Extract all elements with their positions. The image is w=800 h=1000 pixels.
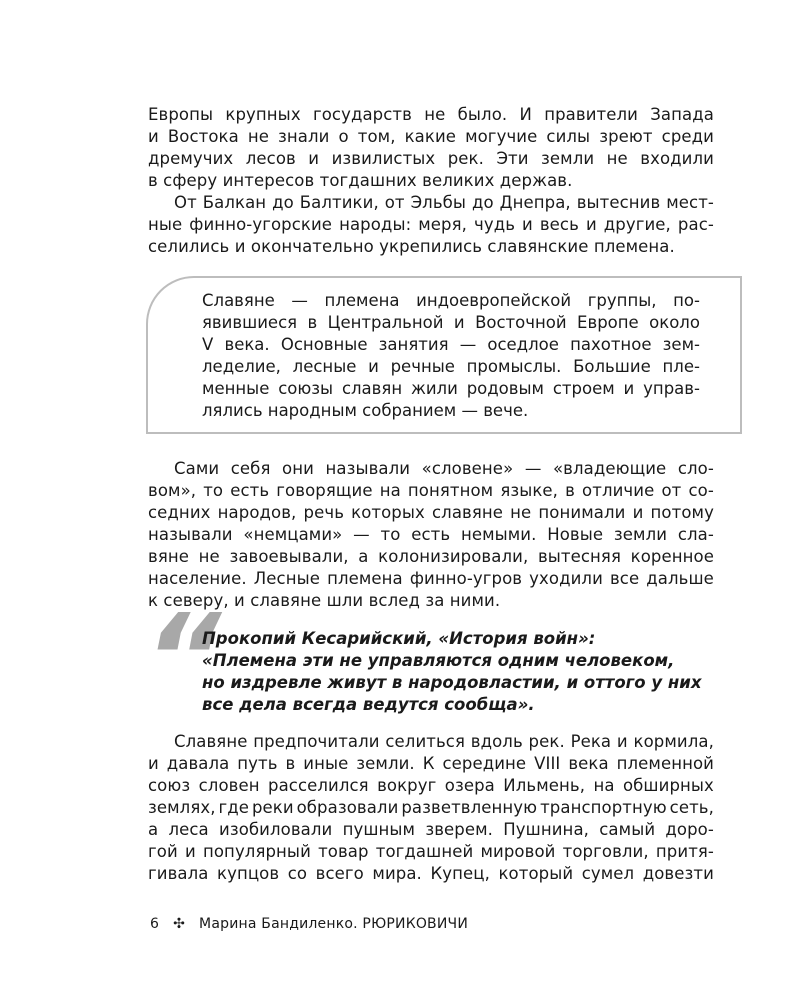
word: рек.	[528, 732, 565, 751]
text-line	[202, 672, 714, 694]
word: завоевывали,	[229, 547, 349, 566]
text-line	[202, 399, 700, 421]
word: селиться	[385, 732, 466, 751]
word: от	[384, 193, 405, 212]
word: «владеющие	[552, 459, 667, 478]
word: союз	[148, 776, 191, 795]
page-number: 6	[150, 916, 160, 932]
word: а	[148, 820, 159, 839]
running-title: Марина Бандиленко. РЮРИКОВИЧИ	[199, 916, 469, 932]
word: леделие,	[202, 357, 281, 376]
word: ные	[148, 215, 183, 234]
word: народы:	[339, 215, 412, 234]
word: явившиеся	[202, 313, 298, 332]
word: где	[218, 798, 250, 817]
word: расселился	[268, 776, 369, 795]
word: речь	[303, 503, 345, 522]
word: себя	[230, 459, 271, 478]
word: менные	[202, 379, 270, 398]
text-line	[148, 148, 714, 170]
word: в	[565, 481, 575, 500]
word: Основные	[280, 335, 368, 354]
intro-paragraph	[148, 104, 714, 258]
word: союзы	[278, 379, 334, 398]
word: население.	[148, 569, 247, 588]
text-line	[202, 333, 700, 355]
word: и	[585, 215, 597, 234]
word: финно-угорские	[189, 215, 333, 234]
body-paragraph	[148, 458, 714, 612]
word: понятном	[407, 481, 494, 500]
text-line	[148, 126, 714, 148]
word: оседлое	[487, 335, 559, 354]
word: не	[424, 105, 446, 124]
word: мировой	[480, 842, 556, 861]
word: Балкан	[202, 193, 267, 212]
word: всего	[315, 864, 364, 883]
text-line	[148, 775, 714, 797]
text-line-content: к северу, и славяне шли вслед за ними.	[148, 591, 501, 610]
word: купцов	[217, 864, 280, 883]
word: притя-	[655, 842, 714, 861]
word: не	[606, 149, 628, 168]
word: реки	[251, 798, 294, 817]
text-line	[202, 289, 700, 311]
word: вытесняя	[537, 547, 621, 566]
word: мест-	[666, 193, 714, 212]
word: сла-	[677, 525, 714, 544]
text-line-content: лялись народным собранием — вече.	[202, 401, 529, 420]
word: знали	[278, 127, 330, 146]
text-line-content: в сферу интересов тогдашних великих держав.	[148, 171, 573, 190]
word: чудь	[473, 215, 516, 234]
word: К	[422, 754, 435, 773]
word: довезти	[642, 864, 714, 883]
word: торговли,	[562, 842, 649, 861]
word: по-	[673, 291, 700, 310]
word: изобиловали	[219, 820, 333, 839]
word: извилистых	[331, 149, 436, 168]
text-line	[148, 480, 714, 502]
word: финно-угров	[409, 569, 523, 588]
word: и	[623, 379, 635, 398]
word: до	[272, 193, 294, 212]
word: народов,	[217, 503, 297, 522]
word: потому	[650, 503, 714, 522]
text-line-content: «Племена эти не управляются одним человеком,	[202, 651, 675, 670]
word: зверем.	[425, 820, 494, 839]
word: силы	[546, 127, 591, 146]
word: пушным	[342, 820, 416, 839]
word: Востока	[167, 127, 239, 146]
word: дальше	[646, 569, 714, 588]
word: они	[282, 459, 314, 478]
word: славян	[341, 379, 403, 398]
word: предпочитали	[253, 732, 380, 751]
word: коренное	[630, 547, 714, 566]
body-paragraph	[148, 731, 714, 885]
text-line-content: селились и окончательно укрепились славянские племена.	[148, 237, 675, 256]
word: гой	[148, 842, 178, 861]
word: Восточной	[475, 313, 567, 332]
word: Ильмень,	[503, 776, 586, 795]
word: От	[174, 193, 197, 212]
word: и	[453, 313, 465, 332]
text-line	[148, 797, 714, 819]
word: языке,	[500, 481, 559, 500]
word: меря,	[418, 215, 467, 234]
word: сумел	[581, 864, 635, 883]
word: товар	[318, 842, 369, 861]
word: Балтики,	[299, 193, 379, 212]
word: кормила,	[633, 732, 714, 751]
word: до	[471, 193, 494, 212]
word: строем	[552, 379, 615, 398]
text-line	[202, 355, 700, 377]
word: племена	[324, 291, 400, 310]
word: на	[593, 776, 615, 795]
word: том,	[357, 127, 396, 146]
word: VIII	[534, 754, 561, 773]
word: племенной	[616, 754, 714, 773]
word: весь	[539, 215, 579, 234]
text-line	[148, 731, 714, 753]
word: на	[379, 481, 401, 500]
word: и	[148, 754, 159, 773]
word: разветвленную	[401, 798, 538, 817]
word: среди	[661, 127, 714, 146]
word: Большие	[573, 357, 651, 376]
text-line	[148, 236, 714, 258]
word: и	[522, 215, 533, 234]
word: племена	[327, 569, 403, 588]
word: то	[380, 525, 401, 544]
word: вяне	[148, 547, 189, 566]
word: есть	[230, 481, 270, 500]
definition-text	[202, 289, 700, 421]
word: Эльбы	[410, 193, 467, 212]
word: есть	[411, 525, 451, 544]
text-line	[202, 628, 714, 650]
text-line	[202, 377, 700, 399]
word: уходили	[529, 569, 603, 588]
word: индоевропейской	[416, 291, 572, 310]
word: говорящие	[276, 481, 373, 500]
word: века	[568, 754, 609, 773]
word: Славяне	[202, 291, 275, 310]
word: Эти	[496, 149, 529, 168]
word: правители	[544, 105, 638, 124]
word: —	[353, 525, 370, 544]
word: иные	[303, 754, 349, 773]
word: лесов	[245, 149, 296, 168]
word: образовали	[296, 798, 399, 817]
word: со	[287, 864, 308, 883]
word: Пушнина,	[503, 820, 590, 839]
word: не	[510, 503, 532, 522]
text-line	[148, 524, 714, 546]
word: землях,	[148, 798, 216, 817]
text-line	[148, 546, 714, 568]
word: какие	[404, 127, 457, 146]
word: озера	[444, 776, 495, 795]
word: другие,	[603, 215, 671, 234]
text-line	[148, 863, 714, 885]
word: века.	[224, 335, 270, 354]
word: группы,	[587, 291, 657, 310]
word: вом»,	[148, 481, 197, 500]
word: и	[368, 357, 379, 376]
word: Европе	[577, 313, 639, 332]
text-line	[148, 568, 714, 590]
word: вокруг	[377, 776, 437, 795]
word: промыслы.	[466, 357, 562, 376]
quote-mark-icon: “	[144, 590, 222, 729]
quote-text	[202, 628, 714, 716]
word: колонизировали,	[378, 547, 529, 566]
word: жили	[410, 379, 458, 398]
word: родовым	[466, 379, 544, 398]
word: в	[307, 313, 318, 332]
word: отличие	[582, 481, 655, 500]
word: и	[148, 127, 159, 146]
word: пле-	[662, 357, 700, 376]
word: Днепра,	[499, 193, 571, 212]
word: самый	[599, 820, 656, 839]
word: Запада	[650, 105, 714, 124]
text-line-content: Прокопий Кесарийский, «История войн»:	[202, 629, 596, 648]
word: вытеснив	[576, 193, 661, 212]
word: земли	[541, 149, 595, 168]
word: мира.	[372, 864, 422, 883]
word: гивала	[148, 864, 209, 883]
word: в	[285, 754, 296, 773]
word: и	[616, 732, 628, 751]
word: не	[247, 127, 270, 146]
text-line	[148, 192, 714, 214]
word: Река	[570, 732, 612, 751]
word: обширных	[622, 776, 714, 795]
word: славяне	[432, 503, 504, 522]
word: государств	[312, 105, 412, 124]
word: все	[609, 569, 640, 588]
word: крупных	[225, 105, 301, 124]
word: —	[524, 459, 542, 478]
word: которых	[351, 503, 425, 522]
text-line	[202, 650, 714, 672]
word: путь	[237, 754, 278, 773]
word: о	[338, 127, 349, 146]
word: седних	[148, 503, 211, 522]
word: Центральной	[327, 313, 444, 332]
word: а	[358, 547, 369, 566]
word: вдоль	[470, 732, 523, 751]
word: популярный	[202, 842, 311, 861]
word: и	[632, 503, 644, 522]
word: земли	[613, 525, 668, 544]
text-line	[202, 311, 700, 333]
word: могучие	[465, 127, 538, 146]
word: зем-	[662, 335, 700, 354]
text-line	[148, 170, 714, 192]
word: от	[661, 481, 682, 500]
word: не	[198, 547, 220, 566]
text-line	[148, 214, 714, 236]
word: лесные	[292, 357, 357, 376]
word: управ-	[643, 379, 700, 398]
word: Европы	[148, 105, 214, 124]
text-line	[148, 458, 714, 480]
word: V	[202, 335, 214, 354]
text-line	[148, 841, 714, 863]
word: транспортную	[540, 798, 667, 817]
word: тогдашней	[375, 842, 474, 861]
word: Лесные	[253, 569, 320, 588]
word: сеть,	[669, 798, 714, 817]
text-line	[148, 753, 714, 775]
text-line	[148, 502, 714, 524]
word: входили	[640, 149, 714, 168]
word: Сами	[174, 459, 220, 478]
word: —	[459, 335, 477, 354]
word: давала	[166, 754, 230, 773]
word: сло-	[677, 459, 714, 478]
text-line	[202, 694, 714, 716]
word: дремучих	[148, 149, 234, 168]
word: то	[203, 481, 224, 500]
word: зреют	[599, 127, 653, 146]
word: леса	[168, 820, 209, 839]
word: называли	[148, 525, 233, 544]
word: называли	[325, 459, 411, 478]
word: доро-	[665, 820, 714, 839]
word: земли.	[356, 754, 415, 773]
word: и	[308, 149, 320, 168]
word: около	[649, 313, 700, 332]
word: понимали	[538, 503, 626, 522]
word: речные	[390, 357, 455, 376]
word: середине	[442, 754, 527, 773]
word: немыми.	[460, 525, 537, 544]
text-line-content: все дела всегда ведутся сообща».	[202, 695, 535, 714]
word: —	[291, 291, 308, 310]
text-line-content: но издревле живут в народовластии, и оттого у них	[202, 673, 702, 692]
word: который	[498, 864, 574, 883]
word: Новые	[547, 525, 604, 544]
word: было.	[457, 105, 508, 124]
text-line	[148, 819, 714, 841]
text-line	[148, 104, 714, 126]
word: и	[184, 842, 196, 861]
ornament-icon: ✣	[173, 916, 186, 932]
word: рек.	[447, 149, 484, 168]
word: пахотное	[570, 335, 652, 354]
word: рас-	[677, 215, 714, 234]
text-line	[148, 590, 714, 612]
word: словен	[198, 776, 260, 795]
word: И	[519, 105, 532, 124]
word: занятия	[378, 335, 449, 354]
word: Славяне	[174, 732, 248, 751]
page-footer	[150, 914, 468, 934]
word: со-	[688, 481, 714, 500]
word: Купец,	[430, 864, 490, 883]
word: «немцами»	[243, 525, 343, 544]
word: «словене»	[421, 459, 514, 478]
